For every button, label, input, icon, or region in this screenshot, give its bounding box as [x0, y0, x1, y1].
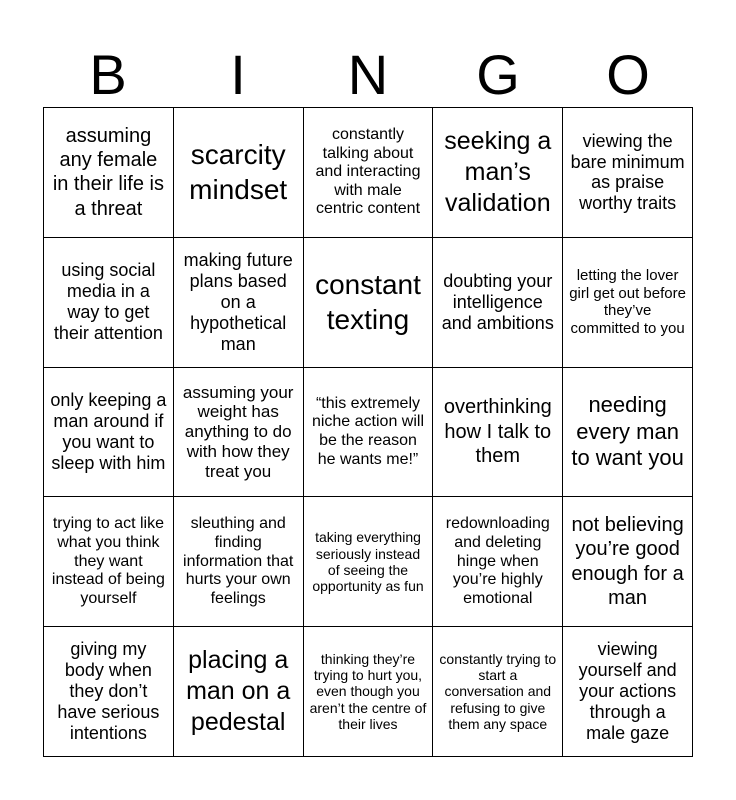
header-letter-n: N [347, 43, 389, 106]
bingo-cell[interactable] [44, 368, 174, 498]
cell-text: assuming any female in their life is a threat [52, 124, 164, 220]
bingo-cell[interactable] [174, 108, 304, 238]
cell-text: letting the lover girl get out before they’ve committed to you [569, 267, 686, 337]
cell-text: making future plans based on a hypothetical man [183, 250, 293, 354]
cell-text: seeking a man’s validation [444, 126, 552, 218]
bingo-cell[interactable] [304, 108, 434, 238]
bingo-cell[interactable] [44, 627, 174, 757]
bingo-cell[interactable] [44, 108, 174, 238]
bingo-cell[interactable] [304, 368, 434, 498]
bingo-cell[interactable] [304, 497, 434, 627]
cell-text: only keeping a man around if you want to sleep with him [50, 390, 167, 473]
cell-text: constantly talking about and interacting with male centric content [315, 126, 421, 218]
bingo-cell[interactable] [563, 627, 693, 757]
cell-text: not believing you’re good enough for a man [571, 514, 684, 610]
bingo-cell[interactable] [433, 497, 563, 627]
bingo-cell[interactable] [433, 238, 563, 368]
bingo-cell[interactable] [563, 368, 693, 498]
header-letter-i: I [230, 43, 246, 106]
bingo-cell[interactable] [563, 238, 693, 368]
cell-text: doubting your intelligence and ambitions [441, 270, 554, 333]
cell-text: placing a man on a pedestal [186, 645, 291, 737]
cell-text: viewing the bare minimum as praise worthy traits [570, 130, 685, 214]
cell-text: using social media in a way to get their attention [53, 260, 163, 344]
cell-text: taking everything seriously instead of seeing the opportunity as fun [312, 529, 424, 595]
bingo-cell[interactable] [174, 627, 304, 757]
header-letter-o: O [606, 43, 650, 106]
bingo-cell[interactable] [304, 238, 434, 368]
bingo-cell[interactable] [433, 368, 563, 498]
cell-text: trying to act like what you think they want instead of being yourself [51, 515, 165, 607]
bingo-cell[interactable] [174, 497, 304, 627]
bingo-board [43, 107, 693, 757]
bingo-cell[interactable] [44, 497, 174, 627]
cell-text: constant texting [315, 269, 421, 336]
bingo-cell[interactable] [304, 627, 434, 757]
cell-text: “this extremely niche action will be the reason he wants me!” [311, 394, 425, 468]
cell-text: redownloading and deleting hinge when you’re highly emotional [445, 515, 550, 607]
cell-text: giving my body when they don’t have serious intentions [57, 639, 160, 743]
cell-text: scarcity mindset [189, 139, 288, 206]
bingo-cell[interactable] [433, 627, 563, 757]
cell-text: constantly trying to start a conversation and refusing to give them any space [439, 651, 557, 732]
bingo-cell[interactable] [563, 108, 693, 238]
cell-text: thinking they’re trying to hurt you, even though you aren’t the centre of their lives [309, 651, 427, 732]
cell-text: sleuthing and finding information that hurts your own feelings [183, 515, 294, 607]
bingo-header [43, 42, 693, 108]
cell-text: overthinking how I talk to them [443, 396, 552, 468]
header-letter-g: G [476, 43, 520, 106]
cell-text: viewing yourself and your actions through a male gaze [578, 639, 677, 743]
bingo-cell[interactable] [433, 108, 563, 238]
header-letter-b: B [89, 43, 127, 106]
bingo-cell[interactable] [174, 238, 304, 368]
bingo-cell[interactable] [174, 368, 304, 498]
bingo-cell[interactable] [44, 238, 174, 368]
cell-text: needing every man to want you [571, 391, 684, 471]
bingo-cell[interactable] [563, 497, 693, 627]
cell-text: assuming your weight has anything to do with how they treat you [182, 382, 294, 481]
